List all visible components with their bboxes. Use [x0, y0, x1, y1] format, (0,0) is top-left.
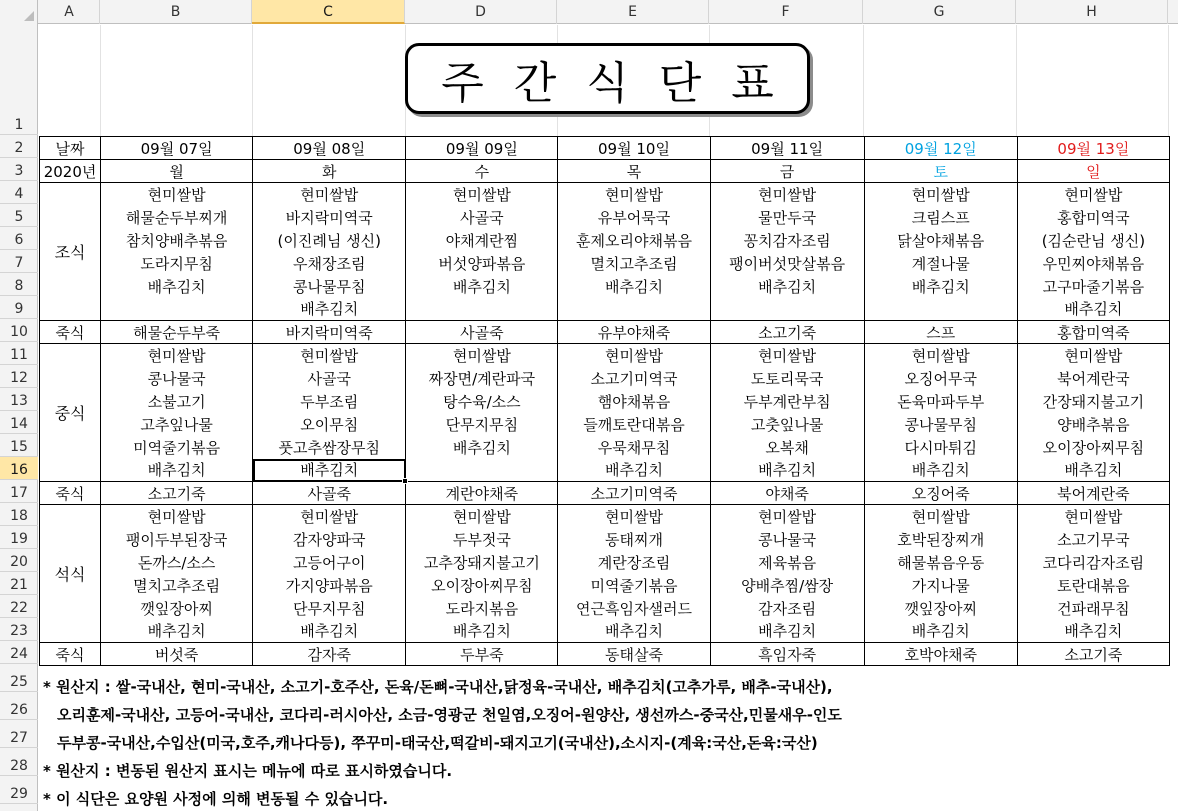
column-header-e[interactable]: E — [557, 0, 709, 24]
dinner-menu-cell[interactable]: 멸치고추조림 — [101, 574, 253, 597]
row-header-2[interactable]: 2 — [0, 135, 38, 158]
lunch-menu-cell[interactable]: 간장돼지불고기 — [1017, 390, 1169, 413]
row-header-13[interactable]: 13 — [0, 388, 38, 411]
lunch-menu-cell[interactable]: 미역줄기볶음 — [101, 436, 253, 459]
porridge-row — [40, 321, 1170, 344]
lunch-menu-cell[interactable]: 두부조림 — [253, 390, 406, 413]
row-header-10[interactable]: 10 — [0, 319, 38, 342]
dinner-menu-cell[interactable]: 단무지무침 — [253, 597, 406, 620]
lunch-menu-cell[interactable]: 현미쌀밥 — [101, 344, 253, 367]
note-line[interactable]: 오리훈제-국내산, 고등어-국내산, 코다리-러시아산, 소금-영광군 천일염,오징어-원양산, 생선까스-중국산,민물새우-인도 — [57, 705, 842, 724]
dinner-menu-cell[interactable]: 미역줄기볶음 — [558, 574, 710, 597]
row-header-22[interactable]: 22 — [0, 595, 38, 618]
date-label-cell[interactable]: 날짜 — [40, 137, 101, 160]
porridge-cell[interactable]: 소고기미역죽 — [558, 482, 710, 505]
lunch-menu-cell[interactable]: 도토리묵국 — [710, 367, 864, 390]
dinner-row — [40, 597, 1170, 620]
lunch-menu-cell[interactable]: 현미쌀밥 — [406, 344, 558, 367]
lunch-menu-cell[interactable]: 콩나물국 — [101, 367, 253, 390]
dinner-menu-cell[interactable]: 해물볶음우동 — [864, 551, 1017, 574]
dinner-menu-cell[interactable]: 계란장조림 — [558, 551, 710, 574]
row-header-25[interactable]: 25 — [0, 664, 38, 692]
row-header-20[interactable]: 20 — [0, 549, 38, 572]
porridge-cell[interactable]: 소고기죽 — [1017, 643, 1169, 666]
porridge-cell[interactable]: 감자죽 — [253, 643, 406, 666]
lunch-menu-cell[interactable]: 들깨토란대볶음 — [558, 413, 710, 436]
lunch-menu-cell[interactable]: 배추김치 — [710, 459, 864, 482]
breakfast-menu-cell[interactable]: 홍합미역국 — [1017, 206, 1169, 229]
dinner-menu-cell[interactable]: 배추김치 — [710, 620, 864, 643]
dinner-menu-cell[interactable]: 제육볶음 — [710, 551, 864, 574]
dinner-menu-cell[interactable]: 두부젓국 — [406, 528, 558, 551]
dinner-row — [40, 505, 1170, 528]
dinner-menu-cell[interactable]: 현미쌀밥 — [710, 505, 864, 528]
breakfast-row — [40, 229, 1170, 252]
dinner-menu-cell[interactable]: 배추김치 — [1017, 620, 1169, 643]
porridge-cell[interactable]: 사골죽 — [406, 321, 558, 344]
breakfast-menu-cell[interactable]: 크림스프 — [864, 206, 1017, 229]
breakfast-menu-cell[interactable]: 현미쌀밥 — [253, 183, 406, 206]
row-header-11[interactable]: 11 — [0, 342, 38, 365]
porridge-cell[interactable]: 버섯죽 — [101, 643, 253, 666]
note-line[interactable]: * 이 식단은 요양원 사정에 의해 변동될 수 있습니다. — [43, 789, 389, 808]
breakfast-menu-cell[interactable]: 닭살야채볶음 — [864, 229, 1017, 252]
breakfast-menu-cell[interactable]: 멸치고추조림 — [558, 252, 710, 275]
lunch-menu-cell[interactable]: 고추잎나물 — [101, 413, 253, 436]
dinner-menu-cell[interactable]: 현미쌀밥 — [101, 505, 253, 528]
porridge-cell[interactable]: 바지락미역죽 — [253, 321, 406, 344]
row-header-27[interactable]: 27 — [0, 720, 38, 748]
row-header-29[interactable]: 29 — [0, 776, 38, 804]
porridge-cell[interactable]: 야채죽 — [710, 482, 864, 505]
lunch-label[interactable]: 중식 — [40, 344, 101, 482]
row-header-5[interactable]: 5 — [0, 204, 38, 227]
lunch-row — [40, 413, 1170, 436]
dinner-menu-cell[interactable]: 연근흑임자샐러드 — [558, 597, 710, 620]
dinner-row — [40, 528, 1170, 551]
porridge-cell[interactable]: 소고기죽 — [710, 321, 864, 344]
dinner-menu-cell[interactable]: 동태찌개 — [558, 528, 710, 551]
breakfast-menu-cell[interactable]: 현미쌀밥 — [406, 183, 558, 206]
dinner-menu-cell[interactable]: 건파래무침 — [1017, 597, 1169, 620]
lunch-row — [40, 344, 1170, 367]
porridge-row — [40, 643, 1170, 666]
dinner-menu-cell[interactable]: 감자조림 — [710, 597, 864, 620]
lunch-menu-cell[interactable]: 현미쌀밥 — [558, 344, 710, 367]
row-header-6[interactable]: 6 — [0, 227, 38, 250]
lunch-menu-cell[interactable]: 햄야채볶음 — [558, 390, 710, 413]
row-header-4[interactable]: 4 — [0, 181, 38, 204]
dinner-menu-cell[interactable]: 깻잎장아찌 — [101, 597, 253, 620]
porridge-cell[interactable]: 해물순두부죽 — [101, 321, 253, 344]
day-row — [40, 160, 1170, 183]
porridge-cell[interactable]: 유부야채죽 — [558, 321, 710, 344]
lunch-menu-cell[interactable]: 콩나물무침 — [864, 413, 1017, 436]
breakfast-menu-cell[interactable]: 배추김치 — [864, 275, 1017, 298]
breakfast-row — [40, 298, 1170, 321]
breakfast-row — [40, 183, 1170, 206]
breakfast-menu-cell[interactable]: 우민찌야채볶음 — [1017, 252, 1169, 275]
date-cell[interactable]: 09월 08일 — [253, 137, 406, 160]
column-header-f[interactable]: F — [709, 0, 863, 24]
breakfast-menu-cell[interactable] — [710, 298, 864, 321]
dinner-menu-cell[interactable]: 고등어구이 — [253, 551, 406, 574]
porridge-label[interactable]: 죽식 — [40, 321, 101, 344]
select-all-corner[interactable] — [0, 0, 38, 24]
date-row — [40, 137, 1170, 160]
column-header-g[interactable]: G — [863, 0, 1016, 24]
lunch-menu-cell[interactable]: 오징어무국 — [864, 367, 1017, 390]
lunch-menu-cell[interactable]: 배추김치 — [101, 459, 253, 482]
breakfast-menu-cell[interactable]: 우채장조림 — [253, 252, 406, 275]
lunch-menu-cell[interactable]: 현미쌀밥 — [253, 344, 406, 367]
dinner-menu-cell[interactable]: 양배추찜/쌈장 — [710, 574, 864, 597]
lunch-menu-cell[interactable]: 배추김치 — [558, 459, 710, 482]
dinner-menu-cell[interactable]: 돈까스/소스 — [101, 551, 253, 574]
porridge-cell[interactable]: 홍합미역죽 — [1017, 321, 1169, 344]
lunch-menu-cell[interactable]: 사골국 — [253, 367, 406, 390]
breakfast-menu-cell[interactable]: 꽁치감자조림 — [710, 229, 864, 252]
weekday-cell[interactable]: 금 — [710, 160, 864, 183]
lunch-row — [40, 436, 1170, 459]
date-cell[interactable]: 09월 13일 — [1017, 137, 1169, 160]
breakfast-menu-cell[interactable] — [864, 298, 1017, 321]
column-header-a[interactable]: A — [39, 0, 100, 24]
dinner-menu-cell[interactable]: 배추김치 — [558, 620, 710, 643]
row-header-21[interactable]: 21 — [0, 572, 38, 595]
breakfast-menu-cell[interactable]: 참치양배추볶음 — [101, 229, 253, 252]
porridge-label[interactable]: 죽식 — [40, 482, 101, 505]
porridge-cell[interactable]: 소고기죽 — [101, 482, 253, 505]
breakfast-menu-cell[interactable]: 배추김치 — [1017, 298, 1169, 321]
column-header-d[interactable]: D — [405, 0, 557, 24]
porridge-cell[interactable]: 흑임자죽 — [710, 643, 864, 666]
column-header-h[interactable]: H — [1016, 0, 1168, 24]
row-header-1[interactable]: 1 — [0, 24, 38, 135]
row-header-24[interactable]: 24 — [0, 641, 38, 664]
lunch-menu-cell[interactable]: 우묵채무침 — [558, 436, 710, 459]
breakfast-label[interactable]: 조식 — [40, 183, 101, 321]
lunch-menu-cell[interactable]: 현미쌀밥 — [710, 344, 864, 367]
porridge-label[interactable]: 죽식 — [40, 643, 101, 666]
gridline — [1016, 25, 1017, 136]
weekday-cell[interactable]: 수 — [406, 160, 558, 183]
lunch-menu-cell[interactable]: 북어계란국 — [1017, 367, 1169, 390]
porridge-cell[interactable]: 동태살죽 — [558, 643, 710, 666]
lunch-menu-cell[interactable]: 배추김치 — [253, 459, 406, 482]
lunch-menu-cell[interactable]: 오이장아찌무침 — [1017, 436, 1169, 459]
row-header-7[interactable]: 7 — [0, 250, 38, 273]
lunch-menu-cell[interactable]: 배추김치 — [1017, 459, 1169, 482]
select-all-icon — [24, 11, 34, 21]
dinner-row — [40, 551, 1170, 574]
porridge-cell[interactable]: 계란야채죽 — [406, 482, 558, 505]
dinner-menu-cell[interactable]: 팽이두부된장국 — [101, 528, 253, 551]
dinner-menu-cell[interactable]: 배추김치 — [406, 620, 558, 643]
date-cell[interactable]: 09월 10일 — [558, 137, 710, 160]
breakfast-row — [40, 252, 1170, 275]
dinner-menu-cell[interactable]: 배추김치 — [253, 620, 406, 643]
date-cell[interactable]: 09월 12일 — [864, 137, 1017, 160]
breakfast-menu-cell[interactable]: 배추김치 — [406, 275, 558, 298]
row-header-26[interactable]: 26 — [0, 692, 38, 720]
fill-handle[interactable] — [402, 478, 408, 484]
porridge-cell[interactable]: 스프 — [864, 321, 1017, 344]
lunch-menu-cell[interactable]: 양배추볶음 — [1017, 413, 1169, 436]
breakfast-menu-cell[interactable]: 배추김치 — [101, 275, 253, 298]
lunch-menu-cell[interactable]: 풋고추쌈장무침 — [253, 436, 406, 459]
lunch-menu-cell[interactable]: 오이무침 — [253, 413, 406, 436]
dinner-menu-cell[interactable]: 토란대볶음 — [1017, 574, 1169, 597]
page-title: 주간식단표 — [441, 57, 804, 109]
weekday-cell[interactable]: 토 — [864, 160, 1017, 183]
dinner-menu-cell[interactable]: 오이장아찌무침 — [406, 574, 558, 597]
dinner-menu-cell[interactable]: 고추장돼지불고기 — [406, 551, 558, 574]
breakfast-menu-cell[interactable]: 바지락미역국 — [253, 206, 406, 229]
dinner-row — [40, 620, 1170, 643]
row-header-15[interactable]: 15 — [0, 434, 38, 457]
row-header-17[interactable]: 17 — [0, 480, 38, 503]
notes-section — [39, 672, 1170, 811]
gridline — [1168, 25, 1169, 136]
dinner-row — [40, 574, 1170, 597]
row-header-23[interactable]: 23 — [0, 618, 38, 641]
dinner-menu-cell[interactable]: 배추김치 — [101, 620, 253, 643]
note-line[interactable]: 두부콩-국내산,수입산(미국,호주,캐나다등), 쭈꾸미-태국산,떡갈비-돼지고기(국내산),소시지-(계육:국산,돈육:국산) — [57, 733, 818, 752]
dinner-label[interactable]: 석식 — [40, 505, 101, 643]
breakfast-menu-cell[interactable]: 훈제오리야채볶음 — [558, 229, 710, 252]
breakfast-menu-cell[interactable]: 야채계란찜 — [406, 229, 558, 252]
row-header-12[interactable]: 12 — [0, 365, 38, 388]
breakfast-menu-cell[interactable] — [101, 298, 253, 321]
weekday-cell[interactable]: 목 — [558, 160, 710, 183]
dinner-menu-cell[interactable]: 깻잎장아찌 — [864, 597, 1017, 620]
breakfast-menu-cell[interactable]: 버섯양파볶음 — [406, 252, 558, 275]
lunch-menu-cell[interactable]: 배추김치 — [406, 436, 558, 459]
row-header-9[interactable]: 9 — [0, 296, 38, 319]
porridge-row — [40, 482, 1170, 505]
breakfast-menu-cell[interactable]: (김순란님 생신) — [1017, 229, 1169, 252]
breakfast-menu-cell[interactable]: 유부어묵국 — [558, 206, 710, 229]
breakfast-menu-cell[interactable]: 팽이버섯맛살볶음 — [710, 252, 864, 275]
breakfast-menu-cell[interactable]: 현미쌀밥 — [558, 183, 710, 206]
row-header-bar — [0, 24, 38, 811]
breakfast-menu-cell[interactable] — [558, 298, 710, 321]
note-line[interactable]: * 원산지 : 변동된 원산지 표시는 메뉴에 따로 표시하였습니다. — [43, 761, 453, 780]
breakfast-menu-cell[interactable]: 배추김치 — [710, 275, 864, 298]
breakfast-menu-cell[interactable]: (이진례님 생신) — [253, 229, 406, 252]
lunch-menu-cell[interactable]: 탕수육/소스 — [406, 390, 558, 413]
column-header-c[interactable]: C — [252, 0, 405, 24]
date-cell[interactable]: 09월 07일 — [101, 137, 253, 160]
breakfast-menu-cell[interactable]: 해물순두부찌개 — [101, 206, 253, 229]
breakfast-menu-cell[interactable]: 현미쌀밥 — [710, 183, 864, 206]
row-header-28[interactable]: 28 — [0, 748, 38, 776]
row-header-3[interactable]: 3 — [0, 158, 38, 181]
menu-table — [39, 136, 1170, 666]
weekday-cell[interactable]: 화 — [253, 160, 406, 183]
lunch-menu-cell[interactable]: 다시마튀김 — [864, 436, 1017, 459]
row-header-16[interactable]: 16 — [0, 457, 38, 480]
weekday-cell[interactable]: 월 — [101, 160, 253, 183]
lunch-menu-cell[interactable]: 고춧잎나물 — [710, 413, 864, 436]
lunch-menu-cell[interactable]: 두부계란부침 — [710, 390, 864, 413]
lunch-row — [40, 367, 1170, 390]
dinner-menu-cell[interactable]: 배추김치 — [864, 620, 1017, 643]
dinner-menu-cell[interactable]: 현미쌀밥 — [558, 505, 710, 528]
porridge-cell[interactable]: 두부죽 — [406, 643, 558, 666]
lunch-menu-cell[interactable]: 돈육마파두부 — [864, 390, 1017, 413]
dinner-menu-cell[interactable]: 현미쌀밥 — [406, 505, 558, 528]
breakfast-menu-cell[interactable]: 계절나물 — [864, 252, 1017, 275]
breakfast-menu-cell[interactable]: 콩나물무침 — [253, 275, 406, 298]
breakfast-menu-cell[interactable]: 고구마줄기볶음 — [1017, 275, 1169, 298]
title-shape[interactable] — [405, 43, 810, 114]
porridge-cell[interactable]: 사골죽 — [253, 482, 406, 505]
lunch-menu-cell[interactable]: 소불고기 — [101, 390, 253, 413]
porridge-cell[interactable]: 북어계란죽 — [1017, 482, 1169, 505]
row-header-19[interactable]: 19 — [0, 526, 38, 549]
lunch-menu-cell[interactable]: 소고기미역국 — [558, 367, 710, 390]
lunch-menu-cell[interactable]: 현미쌀밥 — [1017, 344, 1169, 367]
gridline — [863, 25, 864, 136]
breakfast-menu-cell[interactable]: 배추김치 — [558, 275, 710, 298]
weekday-cell[interactable]: 일 — [1017, 160, 1169, 183]
date-cell[interactable]: 09월 09일 — [406, 137, 558, 160]
row-header-18[interactable]: 18 — [0, 503, 38, 526]
worksheet[interactable] — [39, 25, 1178, 811]
lunch-row — [40, 390, 1170, 413]
breakfast-row — [40, 275, 1170, 298]
porridge-cell[interactable]: 호박야채죽 — [864, 643, 1017, 666]
breakfast-menu-cell[interactable]: 현미쌀밥 — [1017, 183, 1169, 206]
breakfast-menu-cell[interactable]: 도라지무침 — [101, 252, 253, 275]
dinner-menu-cell[interactable]: 호박된장찌개 — [864, 528, 1017, 551]
dinner-menu-cell[interactable]: 가지나물 — [864, 574, 1017, 597]
year-cell[interactable]: 2020년 — [40, 160, 101, 183]
porridge-cell[interactable]: 오징어죽 — [864, 482, 1017, 505]
dinner-menu-cell[interactable]: 도라지볶음 — [406, 597, 558, 620]
lunch-row — [40, 459, 1170, 482]
gridline — [252, 25, 253, 136]
dinner-menu-cell[interactable]: 현미쌀밥 — [1017, 505, 1169, 528]
lunch-menu-cell[interactable]: 단무지무침 — [406, 413, 558, 436]
dinner-menu-cell[interactable]: 코다리감자조림 — [1017, 551, 1169, 574]
breakfast-menu-cell[interactable]: 물만두국 — [710, 206, 864, 229]
dinner-menu-cell[interactable]: 가지양파볶음 — [253, 574, 406, 597]
breakfast-menu-cell[interactable]: 사골국 — [406, 206, 558, 229]
row-header-8[interactable]: 8 — [0, 273, 38, 296]
lunch-menu-cell[interactable] — [406, 459, 558, 482]
dinner-menu-cell[interactable]: 소고기무국 — [1017, 528, 1169, 551]
lunch-menu-cell[interactable]: 짜장면/계란파국 — [406, 367, 558, 390]
breakfast-menu-cell[interactable]: 배추김치 — [253, 298, 406, 321]
column-header-b[interactable]: B — [100, 0, 252, 24]
row-header-14[interactable]: 14 — [0, 411, 38, 434]
gridline — [100, 25, 101, 136]
breakfast-menu-cell[interactable]: 현미쌀밥 — [101, 183, 253, 206]
dinner-menu-cell[interactable]: 콩나물국 — [710, 528, 864, 551]
note-line[interactable]: * 원산지 : 쌀-국내산, 현미-국내산, 소고기-호주산, 돈육/돈뼈-국내산,닭정육-국내산, 배추김치(고추가루, 배추-국내산), — [43, 677, 833, 696]
lunch-menu-cell[interactable]: 배추김치 — [864, 459, 1017, 482]
dinner-menu-cell[interactable]: 현미쌀밥 — [253, 505, 406, 528]
breakfast-menu-cell[interactable] — [406, 298, 558, 321]
column-header-bar — [0, 0, 1178, 24]
lunch-menu-cell[interactable]: 현미쌀밥 — [864, 344, 1017, 367]
date-cell[interactable]: 09월 11일 — [710, 137, 864, 160]
dinner-menu-cell[interactable]: 현미쌀밥 — [864, 505, 1017, 528]
breakfast-row — [40, 206, 1170, 229]
dinner-menu-cell[interactable]: 감자양파국 — [253, 528, 406, 551]
lunch-menu-cell[interactable]: 오복채 — [710, 436, 864, 459]
breakfast-menu-cell[interactable]: 현미쌀밥 — [864, 183, 1017, 206]
